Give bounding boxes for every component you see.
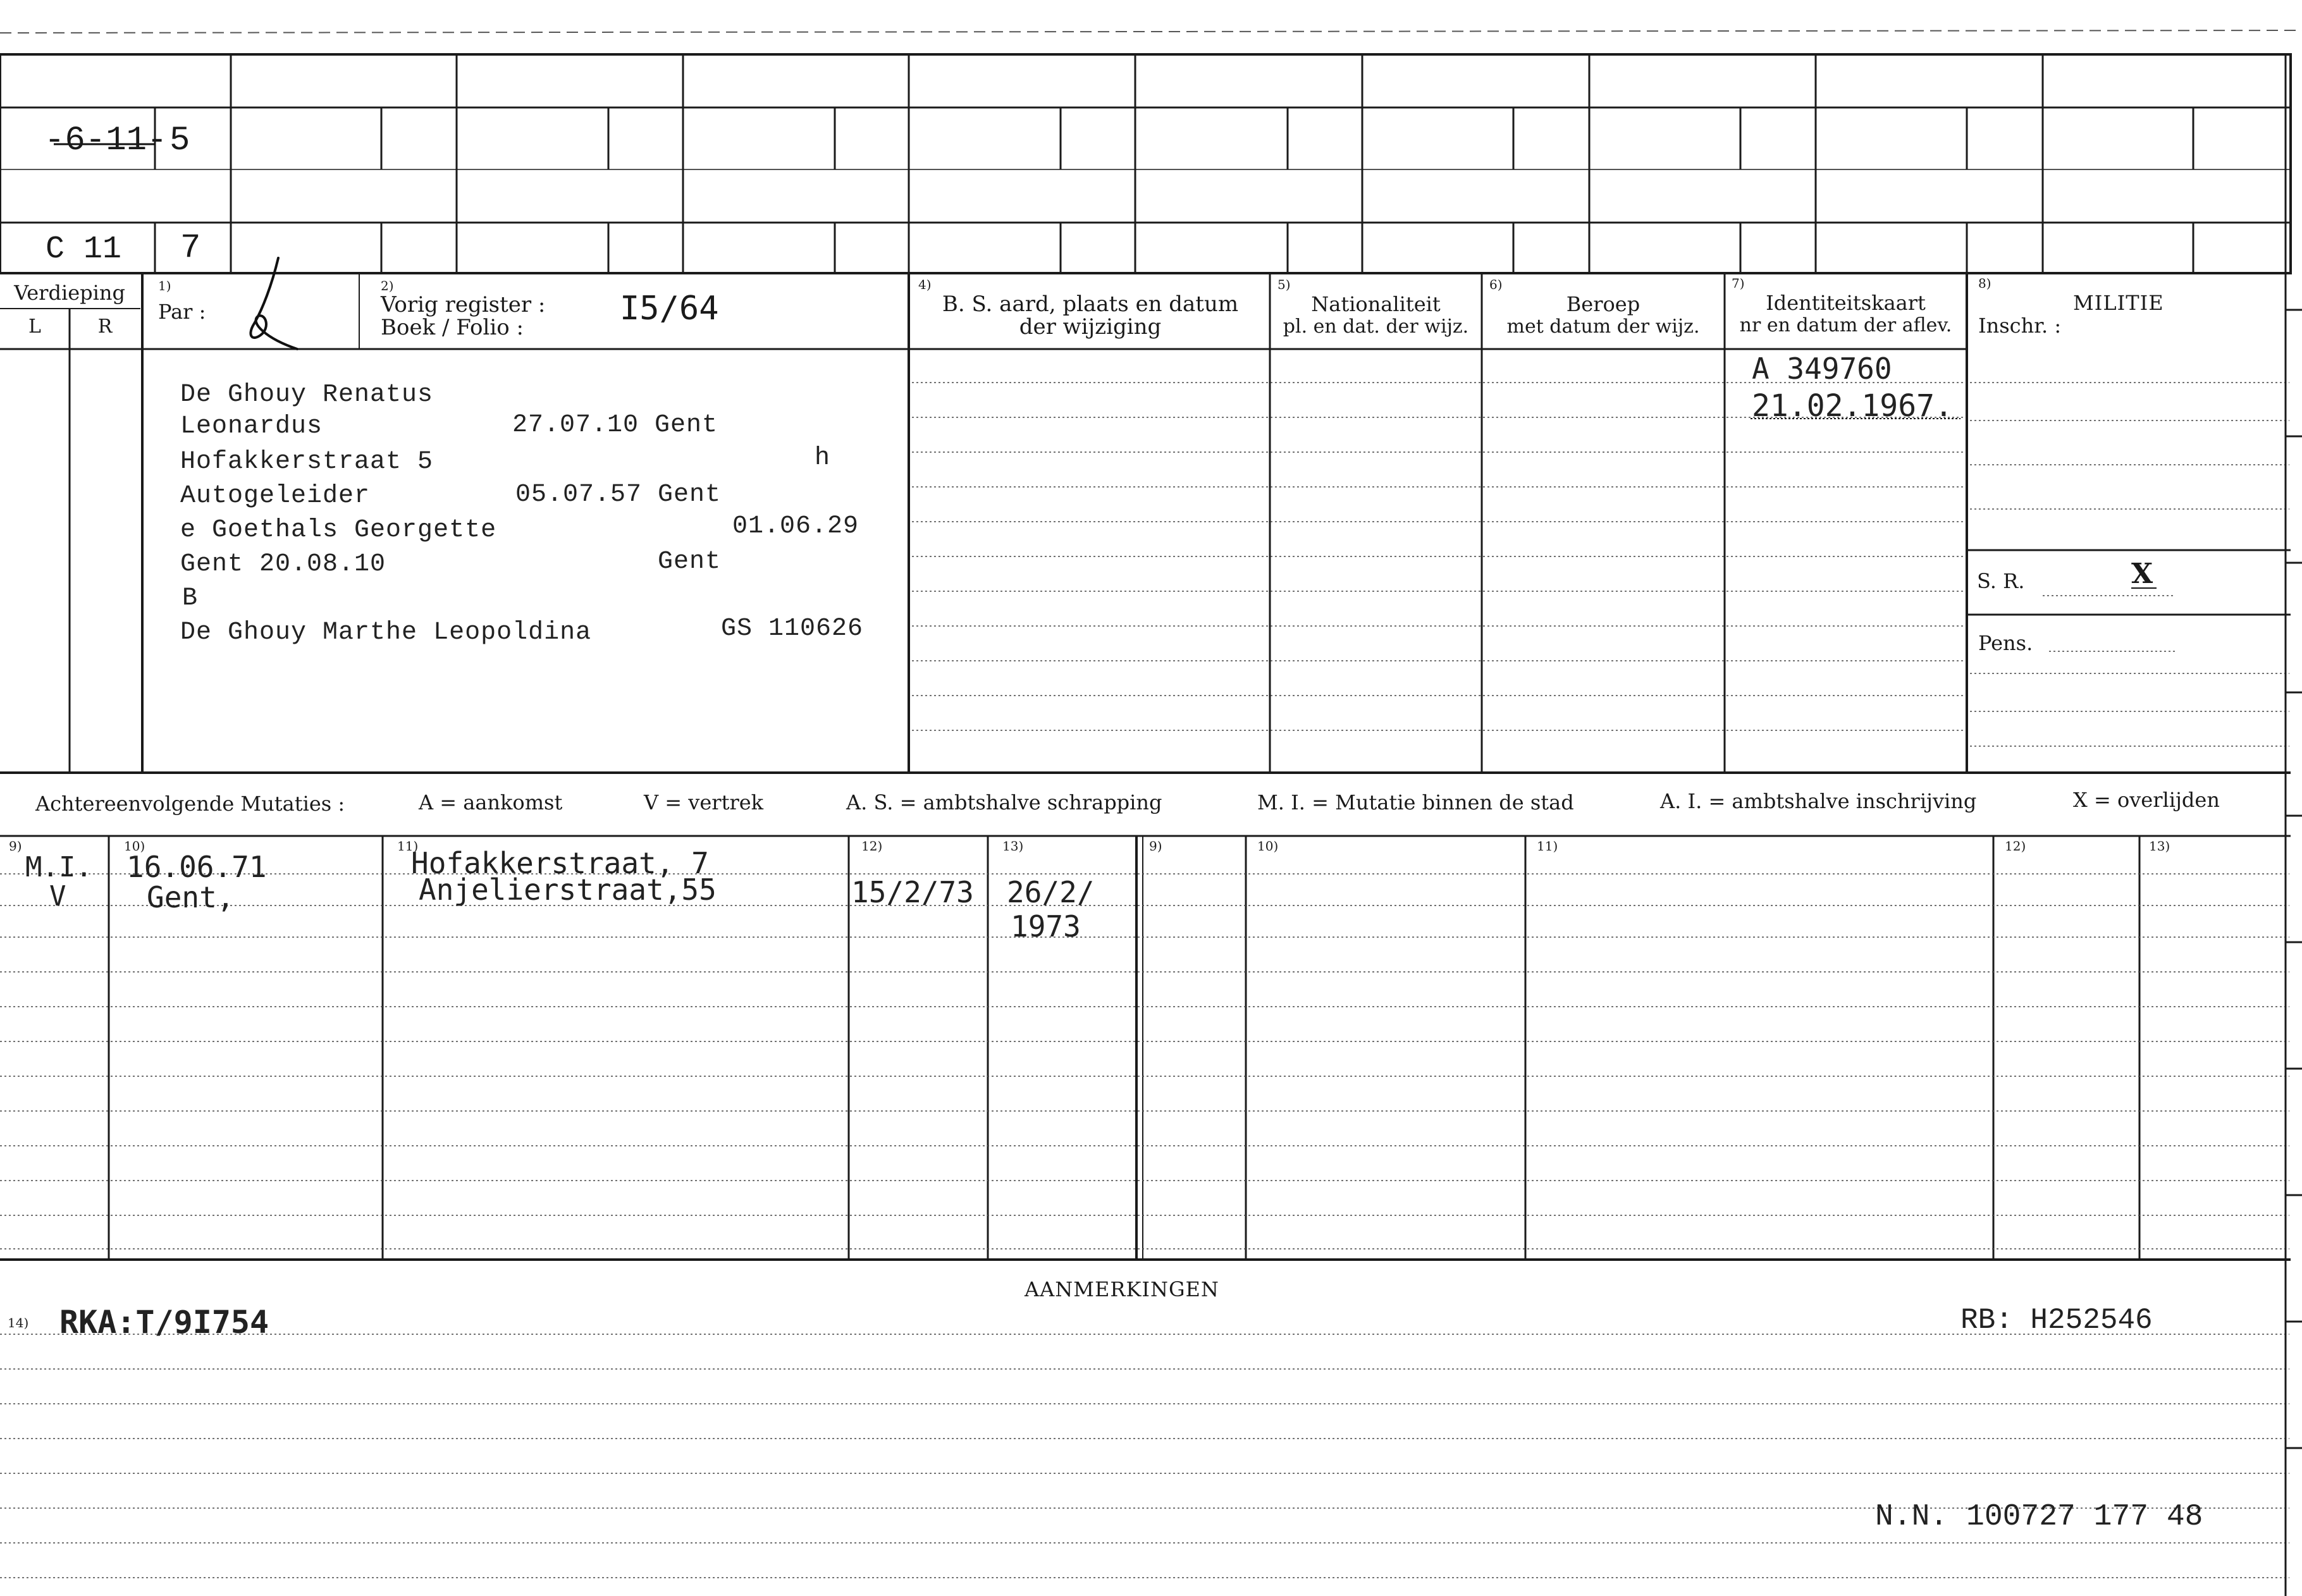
- mutation-2-type: V: [49, 880, 66, 912]
- top-grid-digit-5: 5: [169, 121, 190, 160]
- note-5: 5): [1277, 277, 1291, 292]
- legend-mutatie-binnen-stad: M. I. = Mutatie binnen de stad: [1257, 790, 1574, 814]
- note-6: 6): [1489, 277, 1503, 292]
- person-second-name: Leonardus: [180, 412, 323, 441]
- note-2: 2): [381, 278, 394, 293]
- id-card-date: 21.02.1967.: [1752, 388, 1953, 424]
- mut-col-11: 11): [397, 838, 419, 854]
- child-code: GS 110626: [721, 615, 864, 643]
- boek-folio-value: I5/64: [620, 290, 719, 328]
- note-1: 1): [158, 278, 171, 293]
- nationaliteit-header-line2: pl. en dat. der wijz.: [1283, 316, 1469, 338]
- mut-col-9b: 9): [1149, 838, 1162, 854]
- remarks-title: AANMERKINGEN: [1025, 1277, 1219, 1301]
- person-address: Hofakkerstraat 5: [180, 448, 434, 476]
- beroep-header-line1: Beroep: [1566, 292, 1640, 316]
- mutation-1-type: M.I.: [25, 851, 92, 883]
- boek-folio-label: Boek / Folio :: [381, 315, 524, 340]
- mutation-2-col12: 15/2/73: [851, 875, 974, 909]
- mutation-2-place: Gent,: [147, 880, 235, 914]
- top-grid-digit-7: 7: [180, 229, 201, 267]
- mutation-2-address: Anjelierstraat,55: [419, 873, 717, 907]
- floor-r-label: R: [97, 316, 113, 338]
- person-occupation-date: 05.07.57 Gent: [515, 481, 722, 509]
- child-name: De Ghouy Marthe Leopoldina: [180, 618, 592, 647]
- par-label: Par :: [158, 300, 206, 324]
- sr-value: X: [2131, 558, 2153, 590]
- bs-header-line1: B. S. aard, plaats en datum: [942, 292, 1239, 317]
- spouse-marriage-date: 01.06.29: [732, 512, 859, 541]
- mut-col-11b: 11): [1537, 838, 1558, 854]
- person-status-b: B: [182, 584, 199, 613]
- top-grid-code-crossed: -6-11-: [44, 121, 168, 160]
- mut-col-12b: 12): [2005, 838, 2026, 854]
- mutation-1-address: Hofakkerstraat, 7: [411, 846, 709, 880]
- bs-header-line2: der wijziging: [1019, 314, 1162, 340]
- spouse-birth: Gent 20.08.10: [180, 550, 386, 579]
- floor-l-label: L: [28, 316, 41, 338]
- mut-col-13: 13): [1002, 838, 1024, 854]
- mutation-2-col13-line1: 26/2/: [1007, 875, 1095, 909]
- id-card-number: A 349760: [1752, 352, 1892, 386]
- person-occupation: Autogeleider: [180, 482, 371, 510]
- inschr-label: Inschr. :: [1978, 314, 2062, 338]
- mutations-legend-title: Achtereenvolgende Mutaties :: [35, 792, 345, 816]
- note-8: 8): [1978, 276, 1991, 291]
- remarks-rka: RKA:T/9I754: [59, 1304, 269, 1341]
- legend-aankomst: A = aankomst: [419, 790, 563, 814]
- legend-ambtshalve-schrapping: A. S. = ambtshalve schrapping: [846, 790, 1162, 814]
- militie-header: MILITIE: [2073, 291, 2164, 315]
- mutation-1-date: 16.06.71: [126, 850, 267, 884]
- mut-col-10b: 10): [1257, 838, 1279, 854]
- verdieping-label: Verdieping: [14, 281, 125, 305]
- mut-col-13b: 13): [2149, 838, 2170, 854]
- mut-col-10: 10): [124, 838, 145, 854]
- mut-col-12: 12): [861, 838, 883, 854]
- spouse-name: e Goethals Georgette: [180, 516, 497, 544]
- vorig-register-label: Vorig register :: [381, 292, 546, 317]
- spouse-birth-place: Gent: [658, 548, 722, 576]
- national-number: N.N. 100727 177 48: [1875, 1500, 2203, 1534]
- pens-label: Pens.: [1978, 631, 2033, 655]
- legend-overlijden: X = overlijden: [2073, 788, 2220, 812]
- note-14: 14): [8, 1315, 29, 1330]
- note-7: 7): [1732, 276, 1745, 291]
- beroep-header-line2: met datum der wijz.: [1506, 316, 1700, 338]
- note-4: 4): [918, 277, 932, 292]
- identiteitskaart-header-line2: nr en datum der aflev.: [1739, 314, 1952, 336]
- person-address-mark: h: [815, 444, 831, 472]
- identiteitskaart-header-line1: Identiteitskaart: [1766, 291, 1926, 315]
- nationaliteit-header-line1: Nationaliteit: [1311, 292, 1441, 316]
- legend-vertrek: V = vertrek: [644, 790, 764, 814]
- mutation-2-col13-line2: 1973: [1011, 909, 1081, 943]
- legend-ambtshalve-inschrijving: A. I. = ambtshalve inschrijving: [1660, 789, 1977, 813]
- sr-label: S. R.: [1977, 569, 2025, 593]
- remarks-rb: RB: H252546: [1960, 1304, 2153, 1337]
- person-birth: 27.07.10 Gent: [512, 411, 718, 439]
- mut-col-9: 9): [9, 838, 22, 854]
- top-grid-code-c11: C 11: [46, 231, 122, 267]
- person-name: De Ghouy Renatus: [180, 381, 434, 409]
